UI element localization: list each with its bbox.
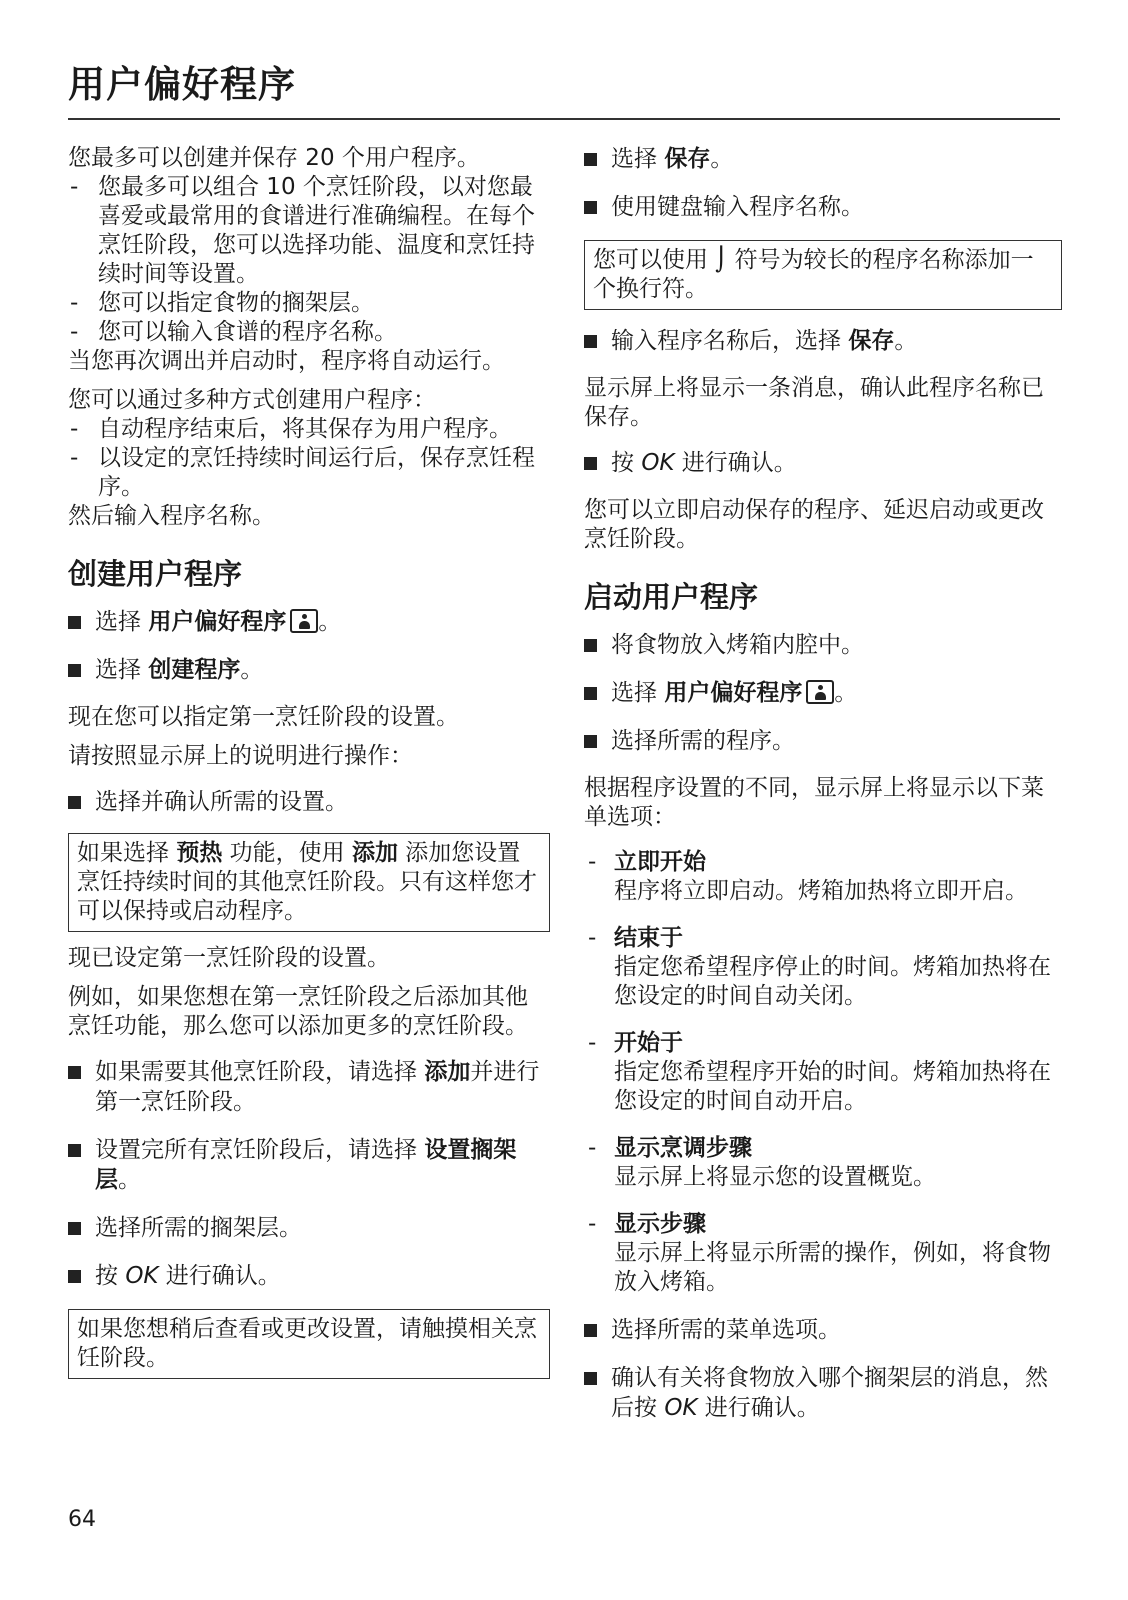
square-bullet-icon <box>584 639 597 652</box>
auto-run-text: 当您再次调出并启动时，程序将自动运行。 <box>68 348 505 374</box>
follow-text: 请按照显示屏上的说明进行操作： <box>68 743 413 769</box>
user-profile-icon <box>806 680 834 704</box>
feature-item: - 您可以输入食谱的程序名称。 <box>68 318 550 347</box>
option-show-cooking-steps: - 显示烹调步骤 显示屏上将显示您的设置概览。 <box>584 1134 1062 1192</box>
square-bullet-icon <box>584 1372 597 1385</box>
square-bullet-icon <box>584 687 597 700</box>
way-item: - 以设定的烹饪持续时间运行后，保存烹饪程序。 <box>68 444 550 502</box>
page-title: 用户偏好程序 <box>68 63 296 106</box>
start-heading: 启动用户程序 <box>584 580 759 614</box>
note-review-settings: 如果您想稍后查看或更改设置，请触摸相关烹饪阶段。 <box>68 1309 550 1379</box>
square-bullet-icon <box>584 153 597 166</box>
option-end-at: - 结束于 指定您希望程序停止的时间。烤箱加热将在您设定的时间自动关闭。 <box>584 924 1062 1011</box>
menu-create-program: 创建程序 <box>148 657 241 683</box>
step-press-ok: 按 OK 进行确认。 <box>584 448 1062 478</box>
step-select-shelf: 选择所需的搁架层。 <box>68 1213 550 1243</box>
step-add-stage: 如果需要其他烹饪阶段，请选择 添加并进行第一烹饪阶段。 <box>68 1057 550 1117</box>
right-column <box>584 144 1062 1441</box>
option-start-at: - 开始于 指定您希望程序开始的时间。烤箱加热将在您设定的时间自动开启。 <box>584 1029 1062 1116</box>
saved-message-text: 显示屏上将显示一条消息，确认此程序名称已保存。 <box>584 375 1044 430</box>
step-select-menu-option: 选择所需的菜单选项。 <box>584 1315 1062 1345</box>
step-select-create: 选择 创建程序。 <box>68 655 550 685</box>
square-bullet-icon <box>68 796 81 809</box>
step-select-program: 选择所需的程序。 <box>584 726 1062 756</box>
step-set-shelf: 设置完所有烹饪阶段后，请选择 设置搁架层。 <box>68 1135 550 1195</box>
step-select-user-program-2: 选择 用户偏好程序 。 <box>584 678 1062 708</box>
set-done-text: 现已设定第一烹饪阶段的设置。 <box>68 945 390 971</box>
menu-intro-text: 根据程序设置的不同，显示屏上将显示以下菜单选项： <box>584 775 1044 830</box>
square-bullet-icon <box>584 335 597 348</box>
menu-user-program: 用户偏好程序 <box>148 609 287 635</box>
feature-item: - 您可以指定食物的搁架层。 <box>68 289 550 318</box>
after-save-text: 您可以立即启动保存的程序、延迟启动或更改烹饪阶段。 <box>584 497 1044 552</box>
way-item: - 自动程序结束后，将其保存为用户程序。 <box>68 415 550 444</box>
example-text: 例如，如果您想在第一烹饪阶段之后添加其他烹饪功能，那么您可以添加更多的烹饪阶段。 <box>68 984 528 1039</box>
step-confirm-ok: 按 OK 进行确认。 <box>68 1261 550 1291</box>
square-bullet-icon <box>584 201 597 214</box>
square-bullet-icon <box>68 664 81 677</box>
then-name-text: 然后输入程序名称。 <box>68 503 275 529</box>
step-confirm-shelf-message: 确认有关将食物放入哪个搁架层的消息，然后按 OK 进行确认。 <box>584 1363 1062 1423</box>
step-confirm-settings: 选择并确认所需的设置。 <box>68 787 550 817</box>
square-bullet-icon <box>68 1066 81 1079</box>
user-profile-icon <box>290 609 318 633</box>
option-show-steps: - 显示步骤 显示屏上将显示所需的操作，例如，将食物放入烤箱。 <box>584 1210 1062 1297</box>
page-number: 64 <box>68 1507 96 1532</box>
create-heading: 创建用户程序 <box>68 557 243 591</box>
square-bullet-icon <box>584 735 597 748</box>
ways-intro: 您可以通过多种方式创建用户程序： <box>68 387 436 413</box>
left-column <box>68 144 550 1391</box>
step-save-name: 输入程序名称后，选择 保存。 <box>584 326 1062 356</box>
feature-item: - 您最多可以组合 10 个烹饪阶段，以对您最喜爱或最常用的食谱进行准确编程。在每个烹饪阶段，您可以选择功能、温度和烹饪持续时间等设置。 <box>68 173 550 289</box>
intro-text: 您最多可以创建并保存 20 个用户程序。 <box>68 145 480 171</box>
square-bullet-icon <box>68 1222 81 1235</box>
square-bullet-icon <box>584 457 597 470</box>
square-bullet-icon <box>584 1324 597 1337</box>
title-divider <box>68 118 1060 120</box>
square-bullet-icon <box>68 1270 81 1283</box>
square-bullet-icon <box>68 616 81 629</box>
step-select-save: 选择 保存。 <box>584 144 1062 174</box>
note-line-break: 您可以使用 ⌡ 符号为较长的程序名称添加一个换行符。 <box>584 240 1062 310</box>
now-specify-text: 现在您可以指定第一烹饪阶段的设置。 <box>68 704 459 730</box>
square-bullet-icon <box>68 1144 81 1157</box>
step-place-food: 将食物放入烤箱内腔中。 <box>584 630 1062 660</box>
step-enter-name: 使用键盘输入程序名称。 <box>584 192 1062 222</box>
option-start-now: - 立即开始 程序将立即启动。烤箱加热将立即开启。 <box>584 848 1062 906</box>
note-preheat: 如果选择 预热 功能，使用 添加 添加您设置烹饪持续时间的其他烹饪阶段。只有这样您才可以保持或启动程序。 <box>68 833 550 932</box>
step-select-user-program: 选择 用户偏好程序 。 <box>68 607 550 637</box>
